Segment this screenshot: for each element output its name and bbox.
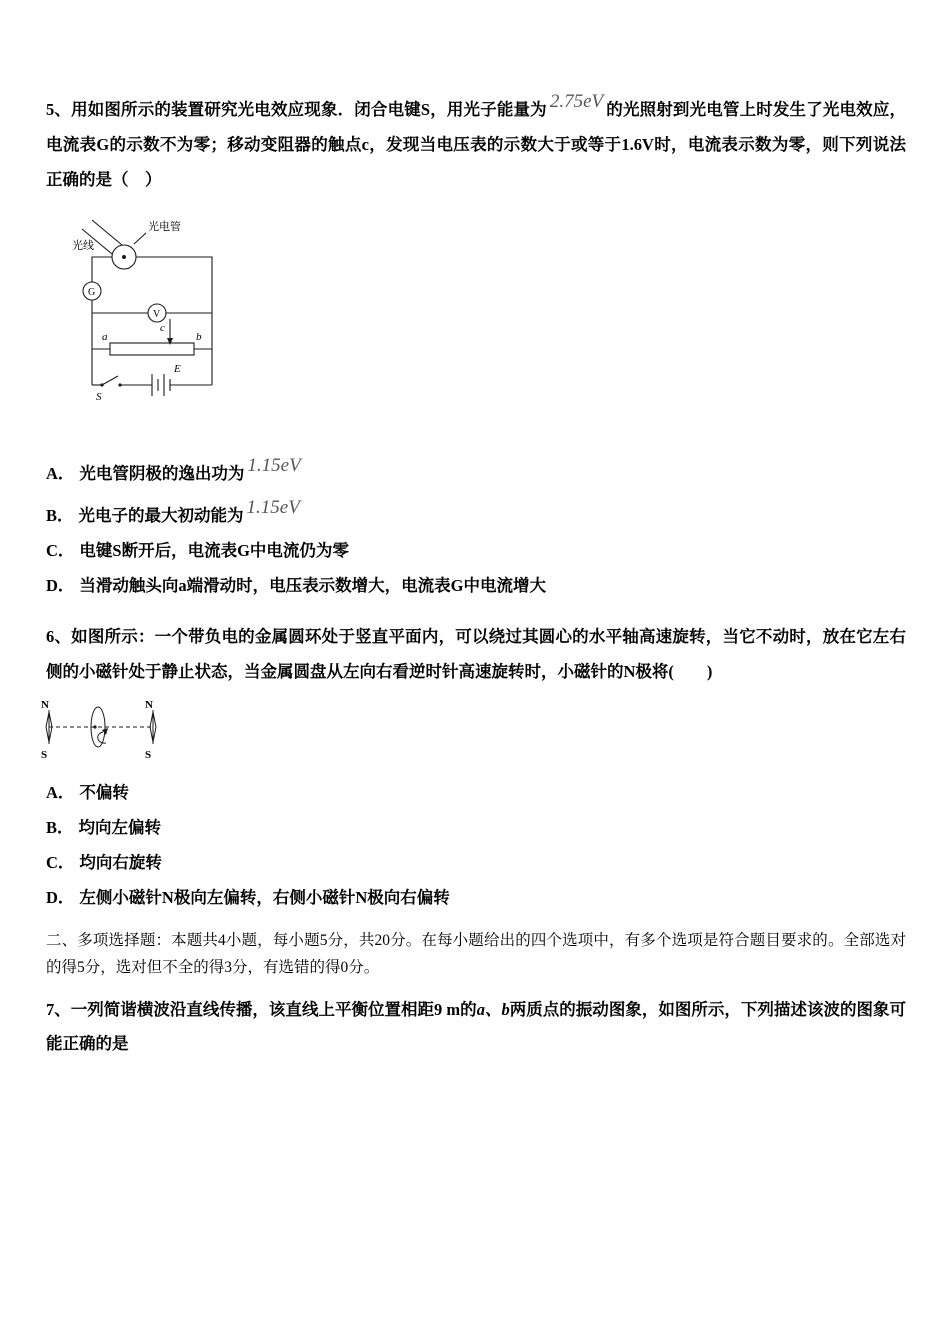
q5-options <box>46 456 906 597</box>
q5-option-a-formula: 1.15eV <box>247 455 301 476</box>
q5-energy-formula: 2.75eV <box>549 91 604 112</box>
needle-n-right-label: N <box>145 699 153 711</box>
ring-compass-svg <box>40 697 165 761</box>
circuit-svg <box>72 213 237 413</box>
option-label: A． <box>46 783 75 802</box>
option-label: A． <box>46 464 75 483</box>
switch-terminal-left <box>100 383 103 386</box>
battery-e-label: E <box>174 363 181 375</box>
option-label: B． <box>46 506 74 525</box>
q5-option-b <box>46 498 906 527</box>
phototube-anode-dot <box>122 255 126 259</box>
rheostat-b-label: b <box>196 331 202 343</box>
option-label: D． <box>46 576 75 595</box>
tube-label-leader <box>134 233 146 244</box>
q5-stem <box>46 92 906 197</box>
slider-arrowhead <box>167 338 173 345</box>
q7-points-ab: a、b <box>476 1000 510 1019</box>
option-text: 电键S断开后，电流表G中电流仍为零 <box>79 541 349 560</box>
option-text: 均向右旋转 <box>79 853 162 872</box>
switch-s-label: S <box>96 391 102 403</box>
option-text: 不偏转 <box>79 783 129 802</box>
voltmeter-label: V <box>153 309 161 320</box>
q6-option-d <box>46 887 906 909</box>
light-label: 光线 <box>72 240 94 252</box>
q6-option-a <box>46 782 906 804</box>
battery-icon <box>152 374 170 396</box>
rheostat-icon <box>110 343 194 355</box>
galvanometer-label: G <box>88 287 96 298</box>
ring-center-dot <box>93 725 96 728</box>
q5-stem-before: 5、用如图所示的装置研究光电效应现象．闭合电键S，用光子能量为 <box>46 100 547 119</box>
option-label: D． <box>46 888 75 907</box>
q5-option-c <box>46 540 906 562</box>
q5-circuit-diagram <box>72 213 906 418</box>
switch-blade <box>102 376 118 385</box>
option-text: 光电管阴极的逸出功为 <box>79 464 245 483</box>
section2-header: 二、多项选择题：本题共4小题，每小题5分，共20分。在每小题给出的四个选项中，有多个选项是符合题目要求的。全部选对的得5分，选对但不全的得3分，有选错的得0分。 <box>46 932 906 976</box>
q6-option-b <box>46 817 906 839</box>
needle-n-left-label: N <box>41 699 49 711</box>
q6-stem: 6、如图所示：一个带负电的金属圆环处于竖直平面内，可以绕过其圆心的水平轴高速旋转，当它不动时，放在它左右侧的小磁针处于静止状态，当金属圆盘从左向右看逆时针高速旋转时，小磁针的N极将( ) <box>46 627 906 681</box>
q5-option-d <box>46 575 906 597</box>
q6-ring-diagram <box>40 697 906 766</box>
wire-left-top <box>92 257 112 282</box>
option-text: 当滑动触头向a端滑动时，电压表示数增大，电流表G中电流增大 <box>79 576 547 595</box>
q7-stem-before: 7、一列简谐横波沿直线传播，该直线上平衡位置相距9 m的 <box>46 1000 477 1019</box>
q5-option-b-formula: 1.15eV <box>246 497 300 518</box>
option-label: B． <box>46 818 74 837</box>
q5-stem-after: 的光照射到光电管上时发生了光电效应，电流表G的示数不为零；移动变阻器的触点c，发现当电压表的示数大于或等于1.6V时，电流表示数为零，则下列说法正确的是（ ） <box>46 100 906 189</box>
q5-option-a <box>46 456 906 485</box>
q7-stem-after: 两质点的振动图象，如图所示，下列描述该波的图象可能正确的是 <box>46 1000 907 1053</box>
q6-option-c <box>46 852 906 874</box>
rheostat-a-label: a <box>102 331 108 343</box>
option-text: 左侧小磁针N极向左偏转，右侧小磁针N极向右偏转 <box>79 888 450 907</box>
needle-s-right-label: S <box>145 749 152 761</box>
option-label: C． <box>46 541 75 560</box>
option-text: 均向左偏转 <box>78 818 162 837</box>
slider-c-label: c <box>160 322 165 334</box>
tube-label: 光电管 <box>148 221 181 233</box>
option-label: C． <box>46 853 75 872</box>
switch-terminal-right <box>118 383 121 386</box>
needle-s-left-label: S <box>41 749 48 761</box>
option-text: 光电子的最大初动能为 <box>78 506 244 525</box>
q6-options <box>46 782 906 909</box>
q7-stem <box>46 993 906 1061</box>
